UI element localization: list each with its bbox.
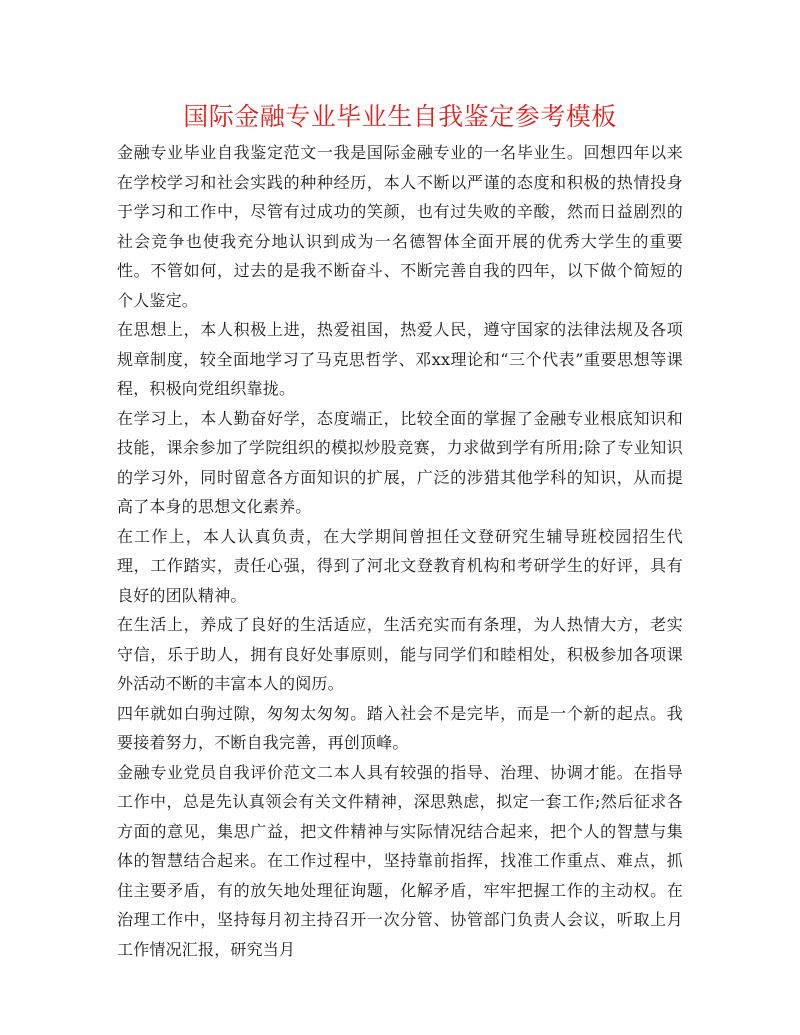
paragraph-sample-two: 金融专业党员自我评价范文二本人具有较强的指导、治理、协调才能。在指导工作中，总是先认真领会有关文件精神，深思熟虑，拟定一套工作;然后征求各方面的意见，集思广益，把文件精神与实际情况结合起来，把个人的智慧与集体的智慧结合起来。在工作过程中，坚持靠前指挥，找准工作重点、难点，抓住主要矛盾，有的放矢地处理征询题，化解矛盾，牢牢把握工作的主动权。在治理工作中，坚持每月初主持召开一次分管、协管部门负责人会议，听取上月工作情况汇报，研究当月 (117, 762, 683, 959)
paragraph-life: 在生活上，养成了良好的生活适应，生活充实而有条理，为人热情大方，老实守信，乐于助人，拥有良好处事原则，能与同学们和睦相处，积极参加各项课外活动不断的丰富本人的阅历。 (117, 615, 683, 693)
paragraph-summary: 四年就如白驹过隙，匆匆太匆匆。踏入社会不是完毕，而是一个新的起点。我要接着努力，不断自我完善，再创顶峰。 (117, 703, 683, 752)
paragraph-study: 在学习上，本人勤奋好学，态度端正，比较全面的掌握了金融专业根底知识和技能，课余参加了学院组织的模拟炒股竞赛，力求做到学有所用;除了专业知识的学习外，同时留意各方面知识的扩展，广泛的涉猎其他学科的知识，从而提高了本身的思想文化素养。 (117, 408, 683, 516)
document-page (117, 100, 683, 964)
paragraph-ideology: 在思想上，本人积极上进，热爱祖国，热爱人民，遵守国家的法律法规及各项规章制度，较全面地学习了马克思哲学、邓xx理论和“三个代表”重要思想等课程，积极向党组织靠拢。 (117, 320, 683, 398)
paragraph-work: 在工作上，本人认真负责，在大学期间曾担任文登研究生辅导班校园招生代理，工作踏实，责任心强，得到了河北文登教育机构和考研学生的好评，具有良好的团队精神。 (117, 526, 683, 605)
paragraph-intro: 金融专业毕业自我鉴定范文一我是国际金融专业的一名毕业生。回想四年以来在学校学习和社会实践的种种经历，本人不断以严谨的态度和积极的热情投身于学习和工作中，尽管有过成功的笑颜，也有过失败的辛酸，然而日益剧烈的社会竞争也使我充分地认识到成为一名德智体全面开展的优秀大学生的重要性。不管如何，过去的是我不断奋斗、不断完善自我的四年，以下做个简短的个人鉴定。 (117, 143, 683, 310)
document-title: 国际金融专业毕业生自我鉴定参考模板 (183, 102, 617, 131)
